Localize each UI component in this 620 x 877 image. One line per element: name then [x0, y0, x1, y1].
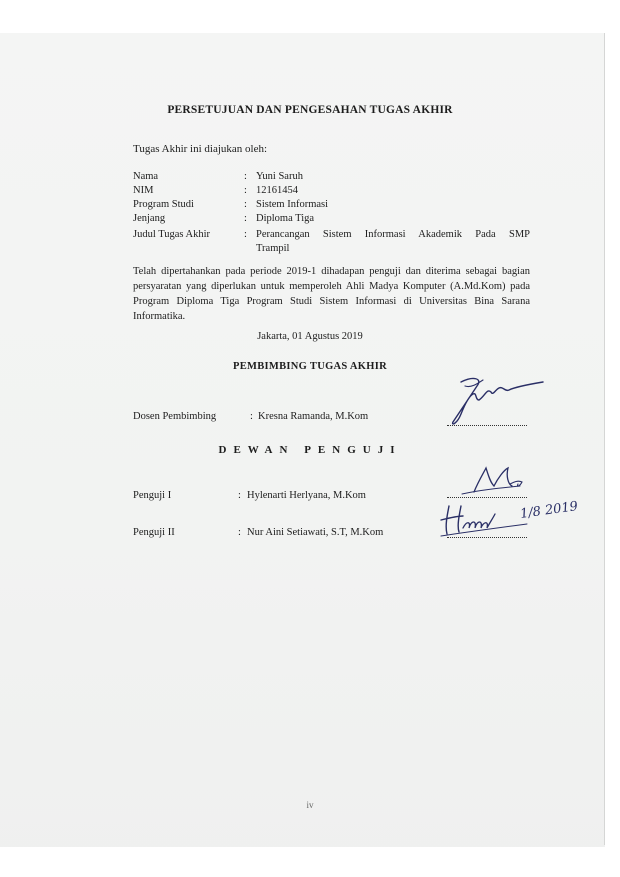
document-title: PERSETUJUAN DAN PENGESAHAN TUGAS AKHIR	[167, 104, 453, 116]
dewan-penguji-heading: DEWAN PENGUJI	[218, 444, 402, 456]
field-label-judul: Judul Tugas Akhir	[133, 229, 211, 240]
field-value-nim: 12161454	[256, 185, 298, 196]
pembimbing-heading: PEMBIMBING TUGAS AKHIR	[232, 361, 387, 372]
pembimbing-colon: :	[250, 411, 253, 422]
field-value-program-studi: Sistem Informasi	[256, 199, 329, 210]
pembimbing-name: Kresna Ramanda, M.Kom	[258, 411, 369, 422]
field-label-jenjang: Jenjang	[133, 213, 166, 224]
page-edge	[604, 33, 605, 845]
intro-text: Tugas Akhir ini diajukan oleh:	[133, 143, 268, 155]
field-value-jenjang: Diploma Tiga	[256, 213, 315, 224]
penguji-1-name: Hylenarti Herlyana, M.Kom	[247, 490, 366, 501]
field-colon: :	[244, 185, 247, 196]
field-colon: :	[244, 199, 247, 210]
field-value-judul-line2: Trampil	[256, 243, 290, 254]
pembimbing-signature	[443, 370, 548, 428]
pembimbing-signature-line	[447, 425, 527, 426]
field-value-judul-line1: Perancangan Sistem Informasi Akademik Pada SMP	[256, 229, 530, 240]
page-number: iv	[306, 800, 314, 810]
penguji-2-role: Penguji II	[133, 527, 175, 538]
scan-margin-top	[0, 0, 620, 33]
field-label-nim: NIM	[133, 185, 154, 196]
penguji-2-signature-line	[447, 537, 527, 538]
approval-paragraph: Telah dipertahankan pada periode 2019-1 dihadapan penguji dan diterima sebagai bagian persyaratan yang diperlukan untuk memperoleh Ahli Madya Komputer (A.Md.Kom) pada Program Diploma Tiga Program Studi Sistem Informasi di Universitas Bina Sarana Informatika.	[133, 266, 530, 322]
place-date: Jakarta, 01 Agustus 2019	[257, 331, 363, 342]
field-colon: :	[244, 229, 247, 240]
penguji-1-colon: :	[238, 490, 241, 501]
pembimbing-role: Dosen Pembimbing	[133, 411, 217, 422]
penguji-1-role: Penguji I	[133, 490, 172, 501]
handwritten-date: 1/8 2019	[519, 499, 579, 522]
scan-margin-right	[605, 0, 620, 877]
scan-margin-bottom	[0, 847, 620, 877]
penguji-2-name: Nur Aini Setiawati, S.T, M.Kom	[247, 527, 384, 538]
field-colon: :	[244, 171, 247, 182]
field-colon: :	[244, 213, 247, 224]
field-label-program-studi: Program Studi	[133, 199, 194, 210]
field-value-nama: Yuni Saruh	[256, 171, 303, 182]
penguji-1-signature	[460, 460, 540, 500]
field-label-nama: Nama	[133, 171, 159, 182]
penguji-2-colon: :	[238, 527, 241, 538]
penguji-2-signature	[437, 498, 532, 540]
